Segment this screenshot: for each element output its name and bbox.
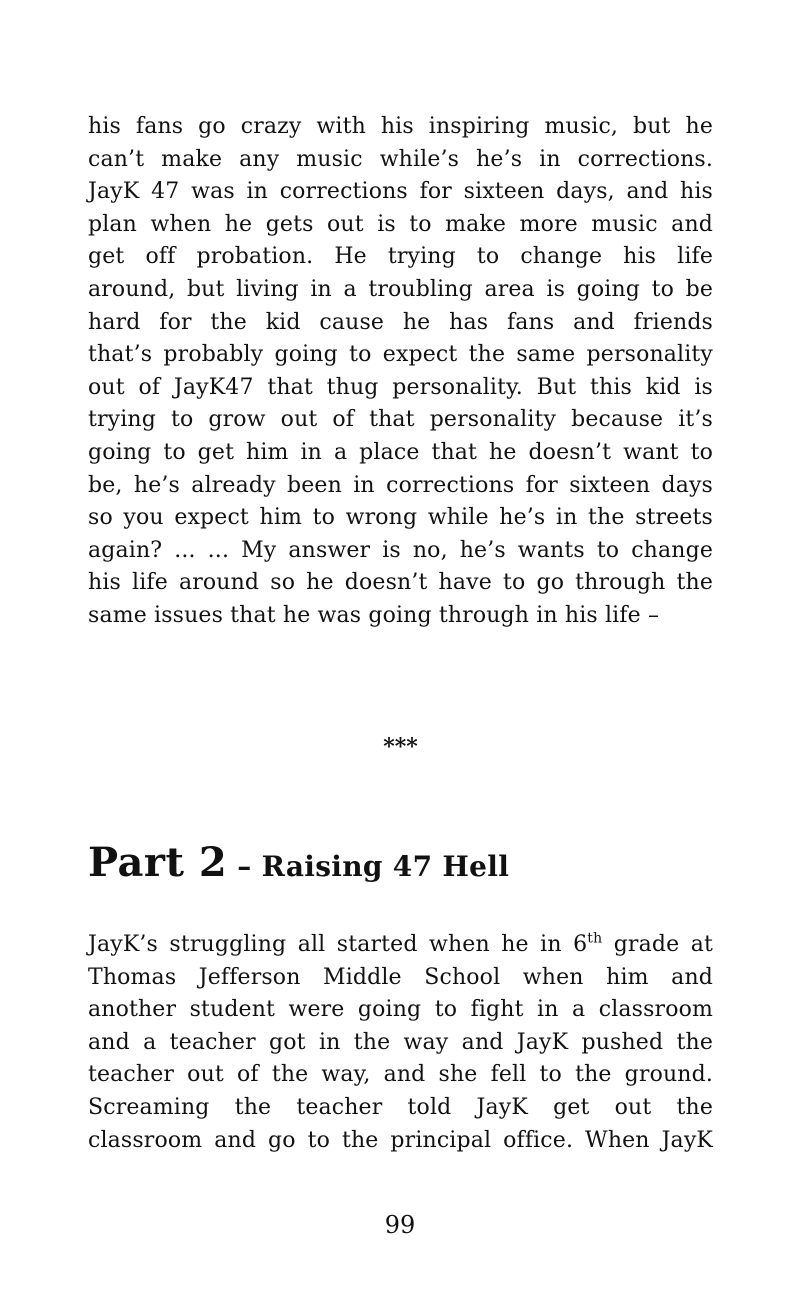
text-line: hard for the kid cause he has fans and friends bbox=[88, 309, 713, 335]
body-paragraph-1 bbox=[88, 111, 713, 633]
text-line: going to get him in a place that he doesn’t want to bbox=[88, 439, 713, 465]
text-line: get off probation. He trying to change his life bbox=[88, 244, 713, 270]
text-line: can’t make any music while’s he’s in corrections. bbox=[88, 146, 713, 172]
text-line: Screaming the teacher told JayK get out the bbox=[88, 1094, 713, 1120]
text-line: JayK 47 was in corrections for sixteen days, and his bbox=[88, 179, 713, 205]
text-line: his life around so he doesn’t have to go through the bbox=[88, 570, 713, 596]
text-line: plan when he gets out is to make more music and bbox=[88, 211, 713, 237]
text-line: his fans go crazy with his inspiring music, but he bbox=[88, 114, 713, 139]
text-line: be, he’s already been in corrections for sixteen days bbox=[88, 472, 713, 498]
text-line: classroom and go to the principal office. When JayK bbox=[88, 1127, 713, 1153]
text-line bbox=[88, 929, 713, 962]
text-fragment: JayK’s struggling all started when he in 6 bbox=[88, 932, 588, 957]
page-number: 99 bbox=[384, 1211, 416, 1239]
chapter-subtitle: – Raising 47 Hell bbox=[227, 850, 510, 883]
chapter-part-label: Part 2 bbox=[88, 839, 228, 886]
text-line: trying to grow out of that personality because it’s bbox=[88, 407, 713, 433]
book-page bbox=[88, 111, 713, 1294]
text-line: around, but living in a troubling area is going to be bbox=[88, 276, 713, 302]
text-line: another student were going to fight in a classroom bbox=[88, 997, 713, 1023]
text-line: so you expect him to wrong while he’s in the streets bbox=[88, 505, 713, 531]
text-line: again? ... ... My answer is no, he’s wants to change bbox=[88, 537, 713, 563]
text-line: teacher out of the way, and she fell to the ground. bbox=[88, 1062, 713, 1088]
chapter-heading bbox=[88, 838, 713, 896]
text-line: and a teacher got in the way and JayK pushed the bbox=[88, 1029, 713, 1055]
section-separator: *** bbox=[383, 734, 418, 760]
body-paragraph-2 bbox=[88, 929, 713, 1157]
text-line: out of JayK47 that thug personality. But this kid is bbox=[88, 374, 713, 400]
text-line: same issues that he was going through in his life – bbox=[88, 602, 660, 628]
text-fragment: grade at bbox=[602, 932, 713, 957]
text-line: that’s probably going to expect the same personality bbox=[88, 342, 713, 368]
text-line: Thomas Jefferson Middle School when him and bbox=[88, 964, 713, 990]
ordinal-superscript: th bbox=[587, 930, 603, 947]
